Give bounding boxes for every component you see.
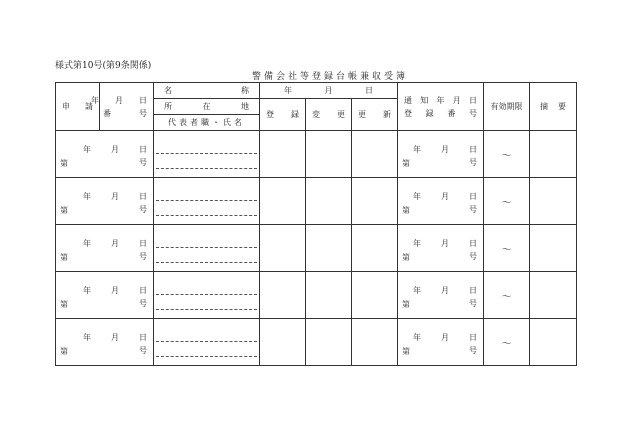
name-address-cell[interactable] <box>154 225 260 272</box>
notice-cell[interactable]: 年 月 日 第 号 <box>398 225 484 272</box>
table-row <box>56 319 577 366</box>
application-date-cell[interactable]: 年 月 日 第 号 <box>56 272 154 319</box>
renewal-header: 更 新 <box>352 99 398 131</box>
name-address-cell[interactable] <box>154 178 260 225</box>
renewal-cell[interactable] <box>352 178 398 225</box>
name-address-cell[interactable] <box>154 272 260 319</box>
registration-header: 登 録 <box>260 99 306 131</box>
registration-cell[interactable] <box>260 319 306 366</box>
validity-cell[interactable]: ～ <box>484 131 530 178</box>
date-number-header: 年 月 日 番 号 <box>100 83 154 131</box>
validity-cell[interactable]: ～ <box>484 225 530 272</box>
renewal-cell[interactable] <box>352 131 398 178</box>
application-header: 申 請 <box>56 83 100 131</box>
validity-cell[interactable]: ～ <box>484 319 530 366</box>
registration-cell[interactable] <box>260 225 306 272</box>
validity-header: 有効期限 <box>484 83 530 131</box>
application-date-cell[interactable]: 年 月 日 第 号 <box>56 131 154 178</box>
remarks-cell[interactable] <box>530 319 577 366</box>
renewal-cell[interactable] <box>352 319 398 366</box>
change-cell[interactable] <box>306 131 352 178</box>
notice-cell[interactable]: 年 月 日 第 号 <box>398 131 484 178</box>
application-date-cell[interactable]: 年 月 日 第 号 <box>56 178 154 225</box>
representative-header: 代表者職・氏名 <box>154 115 260 131</box>
validity-cell[interactable]: ～ <box>484 178 530 225</box>
registration-cell[interactable] <box>260 272 306 319</box>
name-header: 名 称 <box>154 83 260 99</box>
remarks-header: 摘 要 <box>530 83 577 131</box>
table-row <box>56 225 577 272</box>
renewal-cell[interactable] <box>352 272 398 319</box>
notice-cell[interactable]: 年 月 日 第 号 <box>398 272 484 319</box>
page-title: 警備会社等登録台帳兼収受簿 <box>251 72 408 82</box>
renewal-cell[interactable] <box>352 225 398 272</box>
change-cell[interactable] <box>306 225 352 272</box>
header-row <box>56 83 577 99</box>
application-date-cell[interactable]: 年 月 日 第 号 <box>56 319 154 366</box>
registration-cell[interactable] <box>260 178 306 225</box>
notice-cell[interactable]: 年 月 日 第 号 <box>398 319 484 366</box>
change-cell[interactable] <box>306 272 352 319</box>
application-date-cell[interactable]: 年 月 日 第 号 <box>56 225 154 272</box>
remarks-cell[interactable] <box>530 272 577 319</box>
form-id: 様式第10号(第9条関係) <box>55 61 152 71</box>
name-address-cell[interactable] <box>154 131 260 178</box>
table-row <box>56 131 577 178</box>
address-header: 所 在 地 <box>154 99 260 115</box>
change-header: 変 更 <box>306 99 352 131</box>
ledger-table <box>55 82 577 366</box>
name-address-cell[interactable] <box>154 319 260 366</box>
change-cell[interactable] <box>306 178 352 225</box>
validity-cell[interactable]: ～ <box>484 272 530 319</box>
notice-header: 通 知 年 月 日 登 録 番 号 <box>398 83 484 131</box>
remarks-cell[interactable] <box>530 225 577 272</box>
table-row <box>56 178 577 225</box>
remarks-cell[interactable] <box>530 131 577 178</box>
change-cell[interactable] <box>306 319 352 366</box>
date-group-header: 年 月 日 <box>260 83 398 99</box>
table-row <box>56 272 577 319</box>
remarks-cell[interactable] <box>530 178 577 225</box>
notice-cell[interactable]: 年 月 日 第 号 <box>398 178 484 225</box>
registration-cell[interactable] <box>260 131 306 178</box>
